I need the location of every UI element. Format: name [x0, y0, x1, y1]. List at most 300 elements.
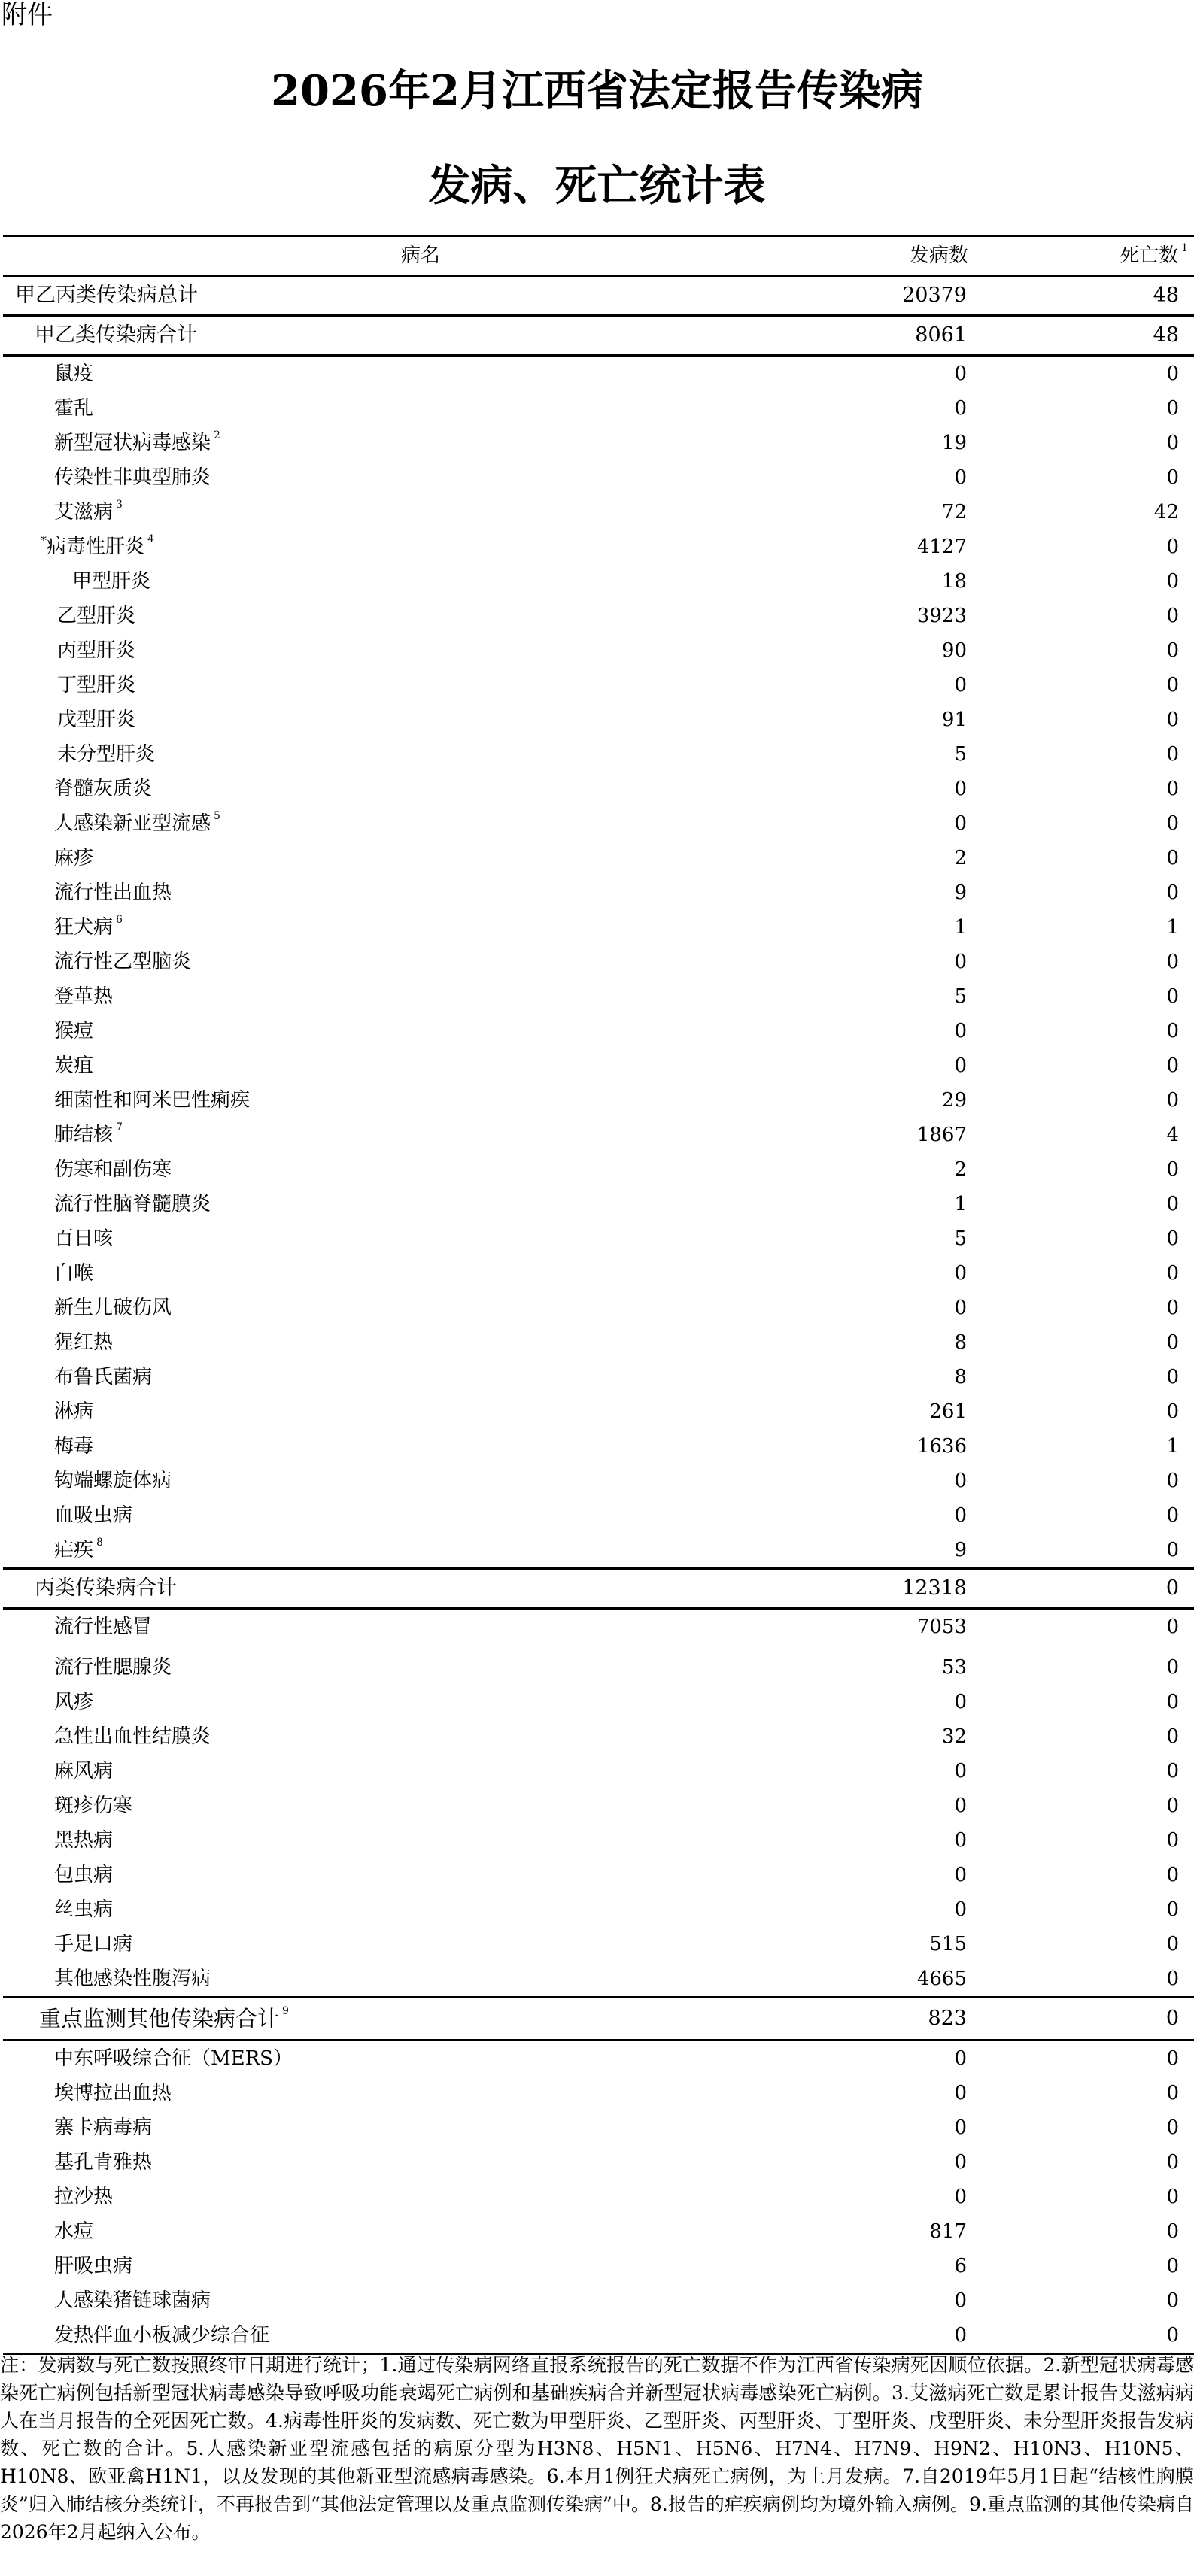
row-name	[54, 1754, 113, 1789]
row-name	[54, 1789, 132, 1823]
row-name	[54, 1083, 250, 1118]
footnotes: 注：发病数与死亡数按照终审日期进行统计；1.通过传染病网络直报系统报告的死亡数据不作为江西省传染病死因顺位依据。2.新型冠状病毒感染死亡病例包括新型冠状病毒感染导致呼吸功能衰竭死亡病例和基础疾病合并新型冠状病毒感染死亡病例。3.艾滋病死亡数是累计报告艾滋病病人在当月报告的全死因死亡数。4.病毒性肝炎的发病数、死亡数为甲型肝炎、乙型肝炎、丙型肝炎、丁型肝炎、戊型肝炎、未分型肝炎报告发病数、死亡数的合计。5.人感染新亚型流感包括的病原分型为H3N8、H5N1、H5N6、H7N4、H7N9、H9N2、H10N3、H10N5、H10N8、欧亚禽H1N1，以及发现的其他新亚型流感病毒感染。6.本月1例狂犬病死亡病例，为上月发病。7.自2019年5月1日起“结核性胸膜炎”归入肺结核分类统计，不再报告到“其他法定管理以及重点监测传染病”中。8.报告的疟疾病例均为境外输入病例。9.重点监测的其他传染病自2026年2月起纳入公布。	[0, 2354, 1194, 2543]
table-row	[3, 772, 1194, 806]
row-name-text: 白喉	[54, 1262, 94, 1285]
row-incidence: 29	[941, 1089, 967, 1112]
row-incidence: 0	[954, 674, 967, 696]
row-incidence: 0	[954, 2289, 967, 2312]
row-incidence: 0	[954, 2151, 967, 2174]
row-incidence: 1867	[916, 1124, 967, 1146]
grand-total-row	[3, 277, 1194, 314]
row-deaths: 0	[1166, 570, 1179, 593]
table-row	[3, 668, 1194, 702]
table-row	[3, 1360, 1194, 1394]
row-incidence: 18	[941, 570, 967, 593]
row-name	[54, 1533, 103, 1567]
row-name	[41, 529, 154, 564]
row-name-text: 淋病	[54, 1400, 94, 1423]
row-name	[54, 1650, 172, 1685]
row-deaths: 0	[1166, 985, 1179, 1008]
table-row	[3, 1498, 1194, 1533]
table-row	[3, 529, 1194, 564]
row-name	[54, 1610, 152, 1644]
page-title-line2: 发病、死亡统计表	[428, 161, 766, 211]
row-name-text: 梅毒	[54, 1435, 94, 1458]
row-name	[54, 1014, 93, 1048]
row-deaths: 1	[1166, 1435, 1179, 1458]
row-incidence: 90	[941, 639, 967, 662]
row-name-text: 斑疹伤寒	[54, 1795, 133, 1817]
row-incidence: 1	[954, 1193, 967, 1215]
row-deaths: 0	[1166, 1400, 1179, 1423]
table-row	[3, 357, 1194, 391]
row-name	[54, 1858, 113, 1892]
row-name-text: 伤寒和副伤寒	[54, 1158, 172, 1181]
row-deaths: 0	[1166, 432, 1179, 454]
table-row	[3, 1291, 1194, 1325]
row-name-text: 寨卡病毒病	[54, 2116, 153, 2139]
row-name-text: 人感染新亚型流感	[54, 812, 211, 835]
row-incidence: 5	[954, 985, 967, 1008]
row-incidence: 823	[928, 2007, 967, 2030]
row-deaths: 1	[1166, 916, 1179, 939]
row-deaths: 0	[1166, 1227, 1179, 1250]
table-row	[3, 426, 1194, 460]
table-row	[3, 1962, 1194, 1996]
row-name-text: 甲型肝炎	[72, 570, 151, 593]
table-row	[3, 875, 1194, 910]
row-incidence: 0	[954, 1795, 967, 1817]
row-name-text: 百日咳	[54, 1227, 114, 1250]
row-deaths: 0	[1165, 1576, 1179, 1600]
table-row	[3, 1719, 1194, 1754]
row-incidence: 0	[954, 2324, 967, 2347]
row-name-text: 重点监测其他传染病合计	[39, 2006, 280, 2031]
table-row	[3, 1823, 1194, 1858]
page-title-line1: 2026年2月江西省法定报告传染病	[271, 66, 923, 116]
row-incidence: 817	[929, 2220, 967, 2243]
row-incidence: 12318	[902, 1576, 967, 1600]
row-deaths: 48	[1153, 284, 1179, 307]
row-name	[54, 1429, 93, 1464]
row-name	[54, 1394, 93, 1429]
row-name-text: 中东呼吸综合征（MERS）	[54, 2047, 293, 2070]
row-name-text: 猴痘	[54, 1020, 94, 1042]
row-name	[54, 2076, 172, 2110]
table-row	[3, 979, 1194, 1014]
row-name-text: 狂犬病	[54, 916, 114, 939]
row-deaths: 0	[1166, 1158, 1179, 1181]
row-deaths: 0	[1166, 2220, 1179, 2243]
row-deaths: 0	[1166, 1898, 1179, 1921]
table-row	[3, 737, 1194, 772]
row-name-text: 细菌性和阿米巴性痢疾	[54, 1089, 251, 1112]
row-name	[54, 1962, 211, 1996]
row-name	[54, 1464, 172, 1498]
header-incidence: 发病数	[909, 244, 968, 267]
row-name-text: 基孔肯雅热	[54, 2151, 153, 2174]
row-incidence: 1	[954, 916, 967, 939]
row-name	[54, 1685, 93, 1719]
row-deaths: 0	[1166, 605, 1179, 627]
row-name	[54, 1256, 93, 1291]
row-incidence: 0	[954, 812, 967, 835]
footnote-ref: 7	[116, 1121, 123, 1133]
row-name	[57, 668, 135, 702]
row-name	[54, 2249, 132, 2283]
table-row	[3, 1464, 1194, 1498]
row-name-text: 流行性感冒	[54, 1616, 153, 1638]
row-deaths: 0	[1166, 466, 1179, 489]
row-name-text: 鼠疫	[54, 363, 94, 385]
statistics-table	[3, 235, 1194, 2355]
row-incidence: 0	[954, 1504, 967, 1527]
row-name-text: 其他感染性腹泻病	[54, 1968, 211, 1990]
row-incidence: 0	[954, 1691, 967, 1713]
key-monitoring-rows	[3, 2041, 1194, 2353]
table-row	[3, 633, 1194, 668]
row-name-text: 手足口病	[54, 1933, 133, 1956]
row-name	[54, 1187, 211, 1221]
row-incidence: 32	[941, 1725, 967, 1748]
row-name	[54, 1719, 211, 1754]
row-name	[54, 1291, 172, 1325]
class-c-rows	[3, 1610, 1194, 1996]
table-row	[3, 2076, 1194, 2110]
row-name	[54, 945, 191, 979]
table-row	[3, 1610, 1194, 1650]
row-deaths: 0	[1166, 2255, 1179, 2277]
class-c-total-row	[3, 1570, 1194, 1607]
row-incidence: 515	[929, 1933, 967, 1956]
row-incidence: 9	[954, 881, 967, 904]
row-name-text: 风疹	[54, 1691, 94, 1713]
row-name	[54, 2318, 269, 2353]
row-name-text: 肺结核	[54, 1124, 114, 1146]
row-name	[54, 1152, 172, 1187]
row-name	[54, 426, 220, 460]
row-name	[54, 910, 123, 945]
row-name-text: 麻疹	[54, 847, 94, 869]
row-incidence: 8061	[915, 323, 967, 347]
row-name	[54, 772, 152, 806]
table-row	[3, 460, 1194, 495]
row-deaths: 0	[1166, 639, 1179, 662]
row-deaths: 0	[1166, 881, 1179, 904]
row-incidence: 9	[954, 1539, 967, 1561]
key-monitoring-total-row	[3, 1998, 1194, 2039]
row-incidence: 0	[954, 1054, 967, 1077]
row-incidence: 72	[941, 501, 967, 523]
row-deaths: 0	[1166, 1366, 1179, 1388]
row-deaths: 0	[1166, 2082, 1179, 2104]
row-name	[39, 1998, 289, 2039]
table-row	[3, 1858, 1194, 1892]
row-name	[54, 1927, 132, 1962]
row-incidence: 0	[954, 2047, 967, 2070]
row-name	[54, 495, 123, 529]
table-row	[3, 1927, 1194, 1962]
table-row	[3, 1685, 1194, 1719]
row-deaths: 0	[1166, 397, 1179, 420]
class-ab-rows	[3, 357, 1194, 1567]
row-name	[54, 1498, 132, 1533]
row-deaths: 0	[1166, 1297, 1179, 1319]
footnote-ref: 5	[214, 810, 220, 822]
row-name	[54, 357, 93, 391]
table-row	[3, 2318, 1194, 2353]
row-incidence: 2	[954, 847, 967, 869]
row-name	[54, 806, 220, 841]
row-name-text: 疟疾	[54, 1539, 94, 1561]
table-row	[3, 2145, 1194, 2180]
row-incidence: 0	[954, 1020, 967, 1042]
header-deaths-label: 死亡数	[1120, 244, 1179, 267]
table-row	[3, 806, 1194, 841]
table-row	[3, 1892, 1194, 1927]
row-incidence: 261	[929, 1400, 967, 1423]
row-incidence: 91	[941, 708, 967, 731]
row-incidence: 0	[954, 1297, 967, 1319]
row-name-text: 丁型肝炎	[57, 674, 136, 696]
row-name	[54, 391, 93, 426]
row-deaths: 0	[1166, 1020, 1179, 1042]
row-name	[54, 1325, 113, 1360]
table-row	[3, 1325, 1194, 1360]
row-deaths: 0	[1166, 1054, 1179, 1077]
row-deaths: 0	[1166, 1968, 1179, 1990]
footnote-ref: 9	[282, 2005, 289, 2017]
row-deaths: 0	[1166, 1829, 1179, 1852]
row-name	[54, 460, 211, 495]
row-deaths: 0	[1166, 1864, 1179, 1886]
row-deaths: 0	[1166, 536, 1179, 558]
row-deaths: 0	[1166, 951, 1179, 973]
asterisk-mark: *	[41, 533, 47, 548]
row-deaths: 0	[1166, 1616, 1179, 1638]
row-deaths: 0	[1166, 1470, 1179, 1492]
table-row	[3, 1118, 1194, 1152]
row-name-text: 拉沙热	[54, 2186, 114, 2208]
row-name-text: 埃博拉出血热	[54, 2082, 172, 2104]
table-row	[3, 2249, 1194, 2283]
table-row	[3, 391, 1194, 426]
table-row	[3, 2110, 1194, 2145]
row-name-text: 未分型肝炎	[57, 743, 156, 766]
row-incidence: 8	[954, 1331, 967, 1354]
row-name-text: 流行性脑脊髓膜炎	[54, 1193, 211, 1215]
row-incidence: 6	[954, 2255, 967, 2277]
row-incidence: 0	[954, 1262, 967, 1285]
footnote-ref: 8	[96, 1537, 103, 1549]
row-name	[54, 1892, 113, 1927]
table-row	[3, 1650, 1194, 1685]
table-row	[3, 1256, 1194, 1291]
table-row	[3, 1754, 1194, 1789]
row-deaths: 0	[1166, 778, 1179, 800]
attachment-label: 附件	[2, 0, 53, 30]
row-incidence: 0	[954, 397, 967, 420]
header-disease-name: 病名	[400, 244, 440, 267]
row-name-text: 炭疽	[54, 1054, 94, 1077]
row-incidence: 8	[954, 1366, 967, 1388]
table-row	[3, 1394, 1194, 1429]
row-incidence: 5	[954, 743, 967, 766]
row-name-text: 登革热	[54, 985, 114, 1008]
row-deaths: 0	[1166, 2289, 1179, 2312]
table-row	[3, 945, 1194, 979]
row-name-text: 水痘	[54, 2220, 94, 2243]
row-deaths: 0	[1166, 1725, 1179, 1748]
row-incidence: 0	[954, 363, 967, 385]
row-name-text: 脊髓灰质炎	[54, 778, 153, 800]
row-incidence: 0	[954, 951, 967, 973]
row-name	[54, 2283, 211, 2318]
class-ab-total-row	[3, 317, 1194, 354]
row-incidence: 0	[954, 1864, 967, 1886]
row-name-text: 包虫病	[54, 1864, 114, 1886]
table-row	[3, 599, 1194, 633]
header-deaths	[1120, 237, 1188, 275]
row-name-text: 病毒性肝炎	[47, 536, 145, 558]
row-deaths: 0	[1166, 847, 1179, 869]
footnote-ref: 3	[116, 499, 123, 511]
row-incidence: 4665	[916, 1968, 967, 1990]
row-deaths: 0	[1166, 812, 1179, 835]
row-incidence: 20379	[902, 284, 967, 307]
table-row	[3, 702, 1194, 737]
row-deaths: 0	[1166, 1539, 1179, 1561]
row-deaths: 0	[1166, 1656, 1179, 1679]
row-name	[54, 2145, 152, 2180]
row-incidence: 1636	[916, 1435, 967, 1458]
row-deaths: 48	[1153, 323, 1179, 347]
row-name-text: 人感染猪链球菌病	[54, 2289, 211, 2312]
row-deaths: 0	[1166, 363, 1179, 385]
row-deaths: 0	[1166, 2116, 1179, 2139]
table-row	[3, 2180, 1194, 2214]
row-name	[57, 737, 155, 772]
row-deaths: 0	[1166, 1504, 1179, 1527]
row-name	[54, 979, 113, 1014]
row-name-text: 布鲁氏菌病	[54, 1366, 153, 1388]
row-name: 甲乙丙类传染病总计	[15, 284, 198, 307]
table-row	[3, 1533, 1194, 1567]
row-deaths: 0	[1166, 1933, 1179, 1956]
row-name-text: 霍乱	[54, 397, 94, 420]
row-name	[54, 2214, 93, 2249]
row-incidence: 3923	[916, 605, 967, 627]
table-row	[3, 2214, 1194, 2249]
row-deaths: 0	[1166, 743, 1179, 766]
row-name-text: 丙型肝炎	[57, 639, 136, 662]
row-name-text: 新生儿破伤风	[54, 1297, 172, 1319]
row-incidence: 19	[941, 432, 967, 454]
row-incidence: 5	[954, 1227, 967, 1250]
row-deaths: 0	[1166, 708, 1179, 731]
row-name-text: 新型冠状病毒感染	[54, 432, 211, 454]
row-name	[54, 1118, 123, 1152]
row-name-text: 戊型肝炎	[57, 708, 136, 731]
row-incidence: 0	[954, 2082, 967, 2104]
footnote-ref: 2	[214, 429, 220, 441]
row-name	[57, 599, 135, 633]
row-name	[54, 2041, 293, 2076]
row-name	[54, 841, 93, 875]
table-row	[3, 1083, 1194, 1118]
row-deaths: 0	[1166, 2324, 1179, 2347]
row-name	[54, 1823, 113, 1858]
row-incidence: 0	[954, 1470, 967, 1492]
row-name-text: 肝吸虫病	[54, 2255, 133, 2277]
row-deaths: 0	[1166, 2186, 1179, 2208]
table-row	[3, 1221, 1194, 1256]
row-name	[54, 1221, 113, 1256]
footnote-ref: 1	[1181, 242, 1188, 254]
row-incidence: 0	[954, 778, 967, 800]
table-row	[3, 1429, 1194, 1464]
table-row	[3, 1014, 1194, 1048]
row-name-text: 流行性乙型脑炎	[54, 951, 192, 973]
row-name-text: 血吸虫病	[54, 1504, 133, 1527]
table-row	[3, 1048, 1194, 1083]
footnote-ref: 6	[116, 914, 123, 926]
row-name-text: 传染性非典型肺炎	[54, 466, 211, 489]
row-name: 丙类传染病合计	[35, 1576, 177, 1600]
row-incidence: 0	[954, 1760, 967, 1783]
row-deaths: 4	[1166, 1124, 1179, 1146]
row-name-text: 流行性腮腺炎	[54, 1656, 172, 1679]
row-name-text: 艾滋病	[54, 501, 114, 523]
row-deaths: 0	[1166, 1760, 1179, 1783]
row-name-text: 麻风病	[54, 1760, 114, 1783]
table-row	[3, 1152, 1194, 1187]
row-deaths: 0	[1165, 2007, 1179, 2030]
row-deaths: 0	[1166, 2047, 1179, 2070]
row-name	[54, 2110, 152, 2145]
row-deaths: 0	[1166, 2151, 1179, 2174]
table-row	[3, 2283, 1194, 2318]
row-incidence: 4127	[916, 536, 967, 558]
row-name-text: 黑热病	[54, 1829, 114, 1852]
table-row	[3, 495, 1194, 529]
row-name	[72, 564, 150, 599]
row-name-text: 钩端螺旋体病	[54, 1470, 172, 1492]
row-incidence: 53	[941, 1656, 967, 1679]
table-row	[3, 2041, 1194, 2076]
row-name-text: 猩红热	[54, 1331, 114, 1354]
row-name-text: 丝虫病	[54, 1898, 114, 1921]
row-deaths: 0	[1166, 1089, 1179, 1112]
row-name	[57, 702, 135, 737]
row-incidence: 2	[954, 1158, 967, 1181]
table-row	[3, 1187, 1194, 1221]
row-name	[54, 875, 172, 910]
row-name-text: 乙型肝炎	[57, 605, 136, 627]
table-row	[3, 910, 1194, 945]
row-name	[57, 633, 135, 668]
footnote-ref: 4	[147, 533, 154, 545]
row-deaths: 0	[1166, 674, 1179, 696]
row-name-text: 流行性出血热	[54, 881, 172, 904]
table-header-row	[3, 237, 1194, 275]
row-incidence: 0	[954, 1829, 967, 1852]
table-row	[3, 564, 1194, 599]
table-row	[3, 841, 1194, 875]
row-name	[54, 1048, 93, 1083]
row-deaths: 0	[1166, 1795, 1179, 1817]
row-deaths: 0	[1166, 1193, 1179, 1215]
